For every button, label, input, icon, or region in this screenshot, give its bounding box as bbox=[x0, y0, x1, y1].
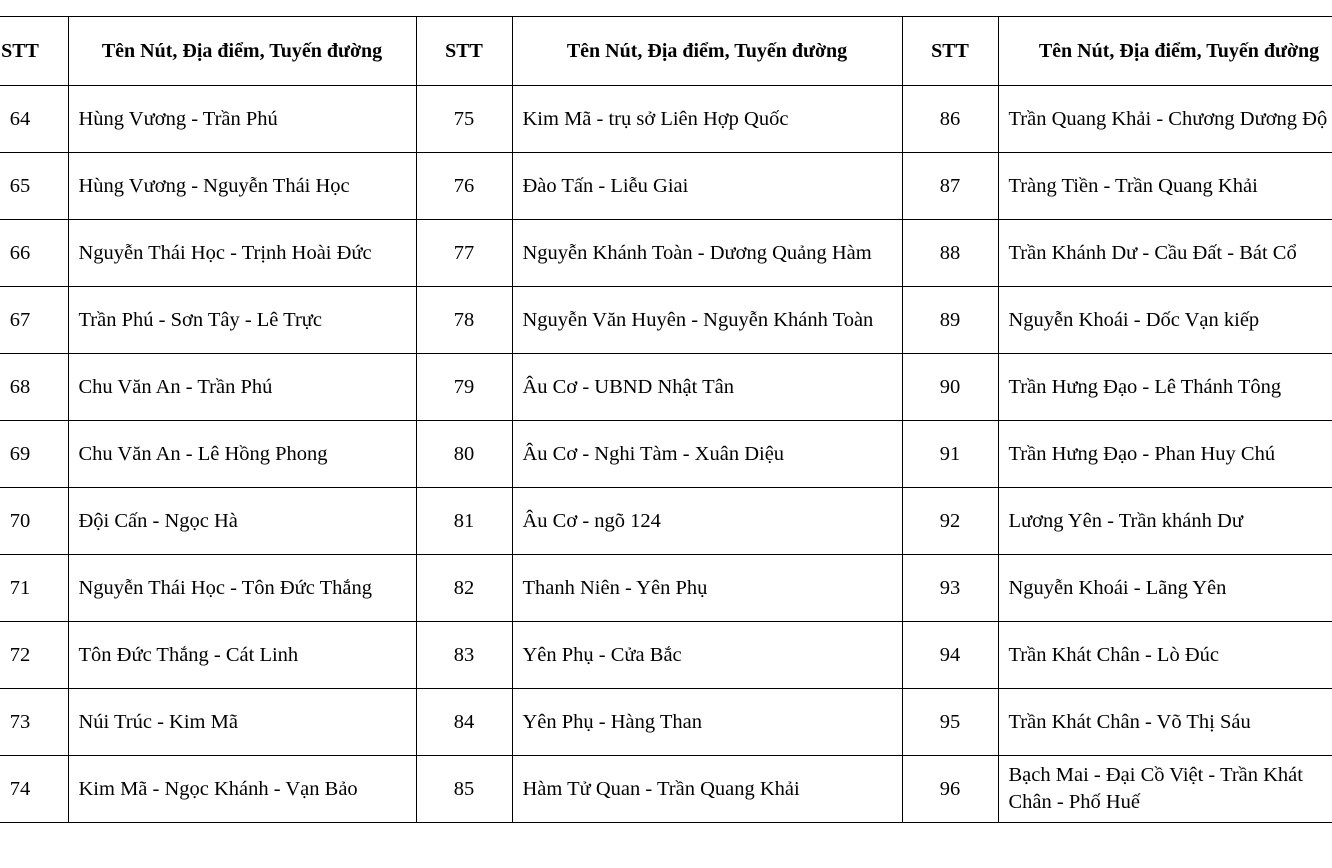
cell-stt: 71 bbox=[0, 555, 68, 622]
table-row bbox=[0, 488, 1332, 555]
column-header-name-1: Tên Nút, Địa điểm, Tuyến đường bbox=[68, 17, 416, 86]
cell-stt: 93 bbox=[902, 555, 998, 622]
cell-stt: 94 bbox=[902, 622, 998, 689]
cell-name: Chu Văn An - Trần Phú bbox=[68, 354, 416, 421]
cell-stt: 87 bbox=[902, 153, 998, 220]
cell-stt: 81 bbox=[416, 488, 512, 555]
cell-name: Nguyễn Khoái - Lãng Yên bbox=[998, 555, 1332, 622]
cell-name: Chu Văn An - Lê Hồng Phong bbox=[68, 421, 416, 488]
cell-name: Trần Hưng Đạo - Phan Huy Chú bbox=[998, 421, 1332, 488]
table-row bbox=[0, 354, 1332, 421]
cell-name: Hùng Vương - Nguyễn Thái Học bbox=[68, 153, 416, 220]
cell-name: Yên Phụ - Hàng Than bbox=[512, 689, 902, 756]
cell-name: Núi Trúc - Kim Mã bbox=[68, 689, 416, 756]
cell-stt: 82 bbox=[416, 555, 512, 622]
cell-stt: 73 bbox=[0, 689, 68, 756]
column-header-name-3: Tên Nút, Địa điểm, Tuyến đường bbox=[998, 17, 1332, 86]
cell-name: Tràng Tiền - Trần Quang Khải bbox=[998, 153, 1332, 220]
cell-stt: 90 bbox=[902, 354, 998, 421]
column-header-stt-3: STT bbox=[902, 17, 998, 86]
cell-stt: 64 bbox=[0, 86, 68, 153]
cell-stt: 83 bbox=[416, 622, 512, 689]
column-header-stt-2: STT bbox=[416, 17, 512, 86]
cell-stt: 80 bbox=[416, 421, 512, 488]
table-row bbox=[0, 421, 1332, 488]
cell-stt: 96 bbox=[902, 756, 998, 823]
cell-name: Trần Khánh Dư - Cầu Đất - Bát Cổ bbox=[998, 220, 1332, 287]
table-row bbox=[0, 689, 1332, 756]
cell-stt: 74 bbox=[0, 756, 68, 823]
intersections-table bbox=[0, 16, 1332, 823]
cell-stt: 95 bbox=[902, 689, 998, 756]
cell-name: Nguyễn Thái Học - Tôn Đức Thắng bbox=[68, 555, 416, 622]
cell-name: Đào Tấn - Liễu Giai bbox=[512, 153, 902, 220]
cell-stt: 70 bbox=[0, 488, 68, 555]
cell-name: Trần Khát Chân - Lò Đúc bbox=[998, 622, 1332, 689]
cell-name: Kim Mã - Ngọc Khánh - Vạn Bảo bbox=[68, 756, 416, 823]
table-row bbox=[0, 220, 1332, 287]
table-row bbox=[0, 622, 1332, 689]
cell-name: Yên Phụ - Cửa Bắc bbox=[512, 622, 902, 689]
column-header-stt-1: STT bbox=[0, 17, 68, 86]
cell-name: Đội Cấn - Ngọc Hà bbox=[68, 488, 416, 555]
cell-stt: 91 bbox=[902, 421, 998, 488]
cell-stt: 92 bbox=[902, 488, 998, 555]
cell-stt: 89 bbox=[902, 287, 998, 354]
cell-name: Âu Cơ - UBND Nhật Tân bbox=[512, 354, 902, 421]
cell-name: Hàm Tử Quan - Trần Quang Khải bbox=[512, 756, 902, 823]
table-header-row bbox=[0, 17, 1332, 86]
cell-name: Trần Khát Chân - Võ Thị Sáu bbox=[998, 689, 1332, 756]
cell-stt: 76 bbox=[416, 153, 512, 220]
cell-name: Lương Yên - Trần khánh Dư bbox=[998, 488, 1332, 555]
cell-stt: 65 bbox=[0, 153, 68, 220]
table-row bbox=[0, 86, 1332, 153]
cell-name: Âu Cơ - ngõ 124 bbox=[512, 488, 902, 555]
cell-name: Nguyễn Thái Học - Trịnh Hoài Đức bbox=[68, 220, 416, 287]
cell-stt: 79 bbox=[416, 354, 512, 421]
cell-name: Kim Mã - trụ sở Liên Hợp Quốc bbox=[512, 86, 902, 153]
cell-name: Âu Cơ - Nghi Tàm - Xuân Diệu bbox=[512, 421, 902, 488]
cell-name: Trần Phú - Sơn Tây - Lê Trực bbox=[68, 287, 416, 354]
cell-stt: 88 bbox=[902, 220, 998, 287]
cell-name: Hùng Vương - Trần Phú bbox=[68, 86, 416, 153]
cell-name: Thanh Niên - Yên Phụ bbox=[512, 555, 902, 622]
cell-stt: 67 bbox=[0, 287, 68, 354]
cell-stt: 85 bbox=[416, 756, 512, 823]
cell-name: Nguyễn Khoái - Dốc Vạn kiếp bbox=[998, 287, 1332, 354]
cell-stt: 69 bbox=[0, 421, 68, 488]
cell-stt: 72 bbox=[0, 622, 68, 689]
table-row bbox=[0, 555, 1332, 622]
column-header-name-2: Tên Nút, Địa điểm, Tuyến đường bbox=[512, 17, 902, 86]
cell-stt: 78 bbox=[416, 287, 512, 354]
table-row bbox=[0, 153, 1332, 220]
cell-stt: 84 bbox=[416, 689, 512, 756]
table-row bbox=[0, 287, 1332, 354]
cell-name: Tôn Đức Thắng - Cát Linh bbox=[68, 622, 416, 689]
cell-name: Trần Hưng Đạo - Lê Thánh Tông bbox=[998, 354, 1332, 421]
cell-stt: 68 bbox=[0, 354, 68, 421]
cell-stt: 77 bbox=[416, 220, 512, 287]
cell-stt: 86 bbox=[902, 86, 998, 153]
cell-name: Nguyễn Văn Huyên - Nguyễn Khánh Toàn bbox=[512, 287, 902, 354]
cell-stt: 66 bbox=[0, 220, 68, 287]
cell-stt: 75 bbox=[416, 86, 512, 153]
cell-name: Bạch Mai - Đại Cồ Việt - Trần Khát Chân - Phố Huế bbox=[998, 756, 1332, 823]
table-body bbox=[0, 86, 1332, 823]
cell-name: Trần Quang Khải - Chương Dương Độ bbox=[998, 86, 1332, 153]
table-header bbox=[0, 17, 1332, 86]
table-row bbox=[0, 756, 1332, 823]
cell-name: Nguyễn Khánh Toàn - Dương Quảng Hàm bbox=[512, 220, 902, 287]
